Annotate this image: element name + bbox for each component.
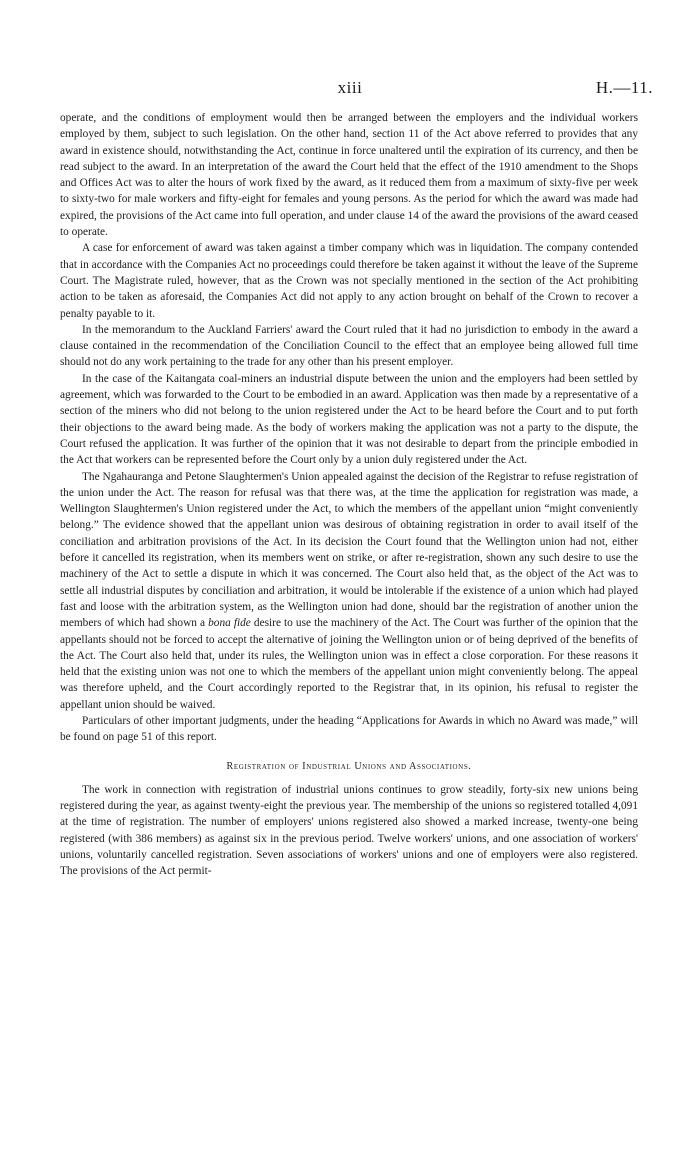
document-code: H.—11.: [595, 78, 653, 97]
ngahauranga-text-start: The Ngahauranga and Petone Slaughtermen's Union appealed against the decision of the Registrar to refuse registration of the union under the Act. The reason for refusal was that there was, at the time the application for registration was made, a Wellington Slaughtermen's Union registered under the Act, to which the members of the appellant union “might conveniently belong.” The evidence showed that the appellant union was desirous of obtaining registration in order to avail itself of the conciliation and arbitration provisions of the Act. In its decision the Court found that the Wellington union had not, either before it cancelled its registration, when its members went on strike, or after re-registration, shown any such desire to use the machinery of the Act to settle a dispute in which it was concerned. The Court also held that, as the object of the Act was to settle all industrial disputes by conciliation and arbitration, it would be intolerable if the existence of a union which had played fast and loose with the arbitration system, as the Wellington union had done, should bar the registration of another union the members of which had shown a: [60, 470, 638, 630]
paragraph-kaitangata: In the case of the Kaitangata coal-miners an industrial dispute between the union and the employers had been settled by agreement, which was forwarded to the Court to be embodied in an award. Application was then made by a representative of a section of the miners who did not belong to the union registered under the Act to be heard before the Court and to put forth their objections to the award being made. As the body of workers making the application was not a party to the dispute, the Court refused the application. It was further of the opinion that it was not desirable to depart from the principle embodied in the Act that workers can be represented before the Court only by a union duly registered under the Act.: [60, 372, 638, 467]
page-number: xiii: [337, 78, 363, 97]
paragraph-auckland-farriers: In the memorandum to the Auckland Farriers' award the Court ruled that it had no jurisdiction to embody in the award a clause contained in the recommendation of the Conciliation Council to the effect that an employee being allowed full time should not do any work pertaining to the trade for any other than his present employer.: [60, 323, 638, 369]
paragraph-continuation: operate, and the conditions of employment would then be arranged between the employers and the individual workers employed by them, subject to such legislation. On the other hand, section 11 of the Act above referred to provides that any award in existence should, notwithstanding the Act, continue in force unaltered until the expiration of its currency, and then be read subject to the award. In an interpretation of the award the Court held that the effect of the 1910 amendment to the Shops and Offices Act was to alter the hours of work fixed by the award, as it reduced them from a maximum of sixty-five per week to sixty-two for male workers and fifty-eight for females and young persons. As the period for which the award was made had expired, the provisions of the Act came into full operation, and under clause 14 of the award the provisions of the award ceased to operate.: [60, 112, 638, 239]
paragraph-registration: The work in connection with registration of industrial unions continues to grow steadily, forty-six new unions being registered during the year, as against twenty-eight the previous year. The membership of the unions so registered totalled 4,091 at the time of registration. The number of employers' unions registered also showed a marked increase, twenty-one being registered (with 386 members) as against six in the previous period. Twelve workers' unions, and one association of workers' unions, voluntarily cancelled registration. Seven associations of workers' unions and one of employers were also registered. The provisions of the Act permit-: [60, 783, 638, 878]
page-header: [0, 78, 700, 102]
paragraph-ngahauranga: [60, 469, 638, 713]
paragraph-timber-company: A case for enforcement of award was taken against a timber company which was in liquidation. The company contended that in accordance with the Companies Act no proceedings could therefore be taken against it without the leave of the Supreme Court. The Magistrate ruled, however, that as the Crown was not specially mentioned in the section of the Act prohibiting action to be taken as aforesaid, the Companies Act did not apply to any action brought on behalf of the Crown to recover a penalty payable to it.: [60, 242, 638, 320]
body-text: [60, 110, 638, 880]
paragraph-particulars: Particulars of other important judgments, under the heading “Applications for Awards in which no Award was made,” will be found on page 51 of this report.: [60, 714, 638, 744]
bona-fide-italic: bona fide: [208, 617, 251, 630]
ngahauranga-text-end: desire to use the machinery of the Act. The Court was further of the opinion that the appellants should not be forced to accept the alternative of joining the Wellington union or of being deprived of the benefits of the Act. The Court also held that, under its rules, the Wellington union was in effect a close corporation. For these reasons it held that the existing union was not one to which the members of the appellant union might conveniently belong. The appeal was therefore upheld, and the Court accordingly reported to the Registrar that, in its opinion, his refusal to register the appellant union should be waived.: [60, 617, 638, 711]
section-heading: Registration of Industrial Unions and Associations.: [226, 760, 472, 772]
